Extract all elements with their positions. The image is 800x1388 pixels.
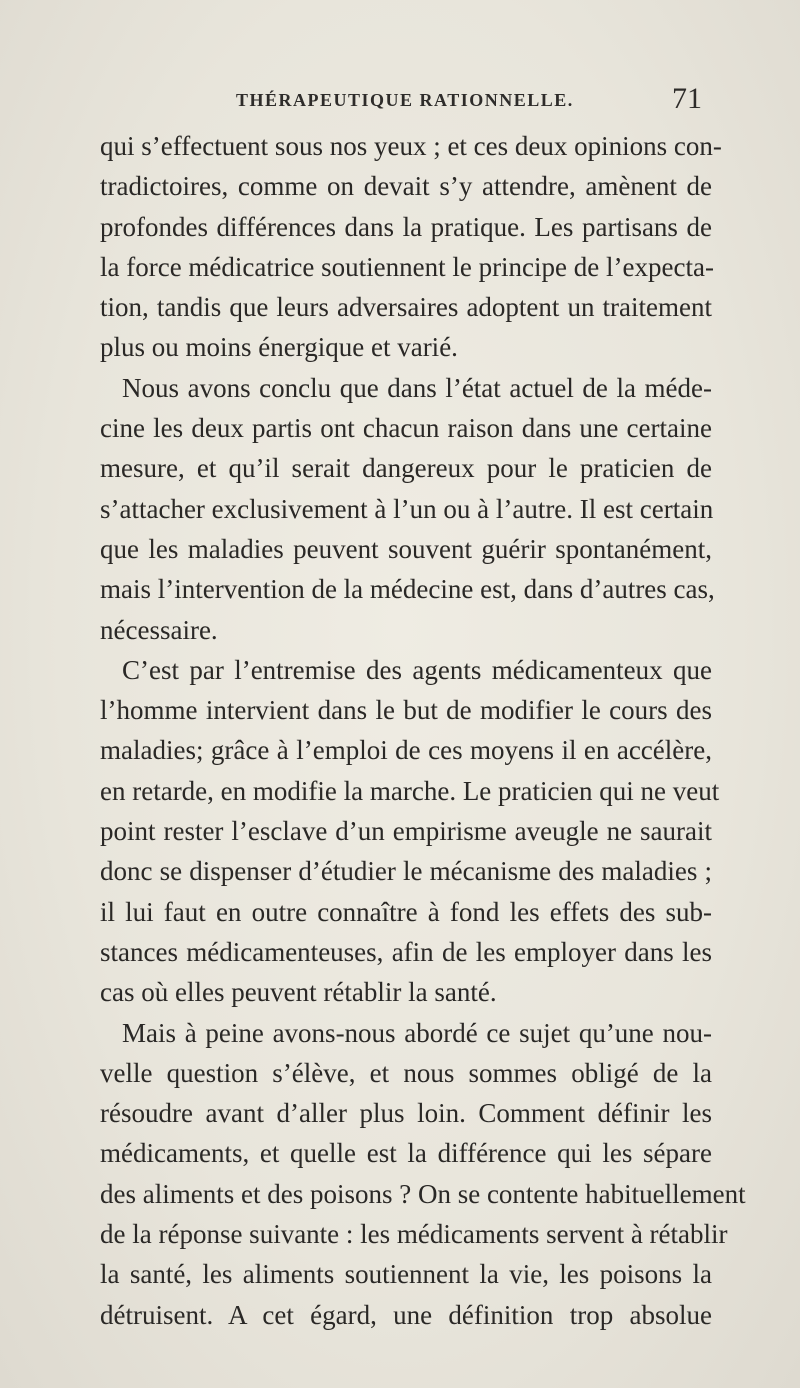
text-line: maladies; grâce à l’emploi de ces moyens il en accélère, [100, 735, 712, 766]
text-line: la santé, les aliments soutiennent la vie, les poisons la [100, 1259, 712, 1290]
text-line: plus ou moins énergique et varié. [100, 332, 458, 363]
text-line: en retarde, en modifie la marche. Le praticien qui ne veut [100, 775, 720, 806]
text-line: tion, tandis que leurs adversaires adoptent un traitement [100, 292, 712, 323]
text-line: mesure, et qu’il serait dangereux pour le praticien de [100, 453, 712, 484]
text-line: Nous avons conclu que dans l’état actuel de la méde- [122, 372, 712, 403]
text-line: cine les deux partis ont chacun raison dans une certaine [100, 413, 712, 444]
text-line: velle question s’élève, et nous sommes obligé de la [100, 1057, 712, 1088]
text-line: stances médicamenteuses, afin de les employer dans les [100, 936, 712, 967]
text-line: profondes différences dans la pratique. Les partisans de [100, 211, 712, 242]
text-line: C’est par l’entremise des agents médicamenteux que [122, 654, 712, 685]
page-number: 71 [672, 82, 702, 115]
page-header [0, 82, 800, 126]
text-line: l’homme intervient dans le but de modifier le cours des [100, 695, 712, 726]
text-line: détruisent. A cet égard, une définition trop absolue [100, 1299, 712, 1330]
text-line: qui s’effectuent sous nos yeux ; et ces deux opinions con- [100, 131, 722, 161]
body-text [100, 126, 746, 1335]
running-title: THÉRAPEUTIQUE RATIONNELLE. [236, 90, 574, 110]
text-line: Mais à peine avons-nous abordé ce sujet qu’une nou- [122, 1017, 712, 1048]
text-line: tradictoires, comme on devait s’y attendre, amènent de [100, 171, 712, 202]
text-line: il lui faut en outre connaître à fond les effets des sub- [100, 896, 712, 927]
text-line: point rester l’esclave d’un empirisme aveugle ne saurait [100, 816, 712, 847]
text-line: médicaments, et quelle est la différence qui les sépare [100, 1138, 712, 1169]
text-line: que les maladies peuvent souvent guérir spontanément, [100, 533, 712, 564]
text-line: la force médicatrice soutiennent le principe de l’expecta- [100, 251, 714, 282]
text-line: des aliments et des poisons ? On se contente habituellement [100, 1178, 746, 1209]
text-line: de la réponse suivante : les médicaments servent à rétablir [100, 1219, 728, 1250]
text-line: cas où elles peuvent rétablir la santé. [100, 977, 497, 1008]
text-line: résoudre avant d’aller plus loin. Comment définir les [100, 1098, 712, 1129]
text-line: nécessaire. [100, 614, 218, 645]
text-line: s’attacher exclusivement à l’un ou à l’autre. Il est certain [100, 493, 714, 524]
text-line: mais l’intervention de la médecine est, dans d’autres cas, [100, 574, 715, 605]
text-line: donc se dispenser d’étudier le mécanisme des maladies ; [100, 856, 712, 887]
